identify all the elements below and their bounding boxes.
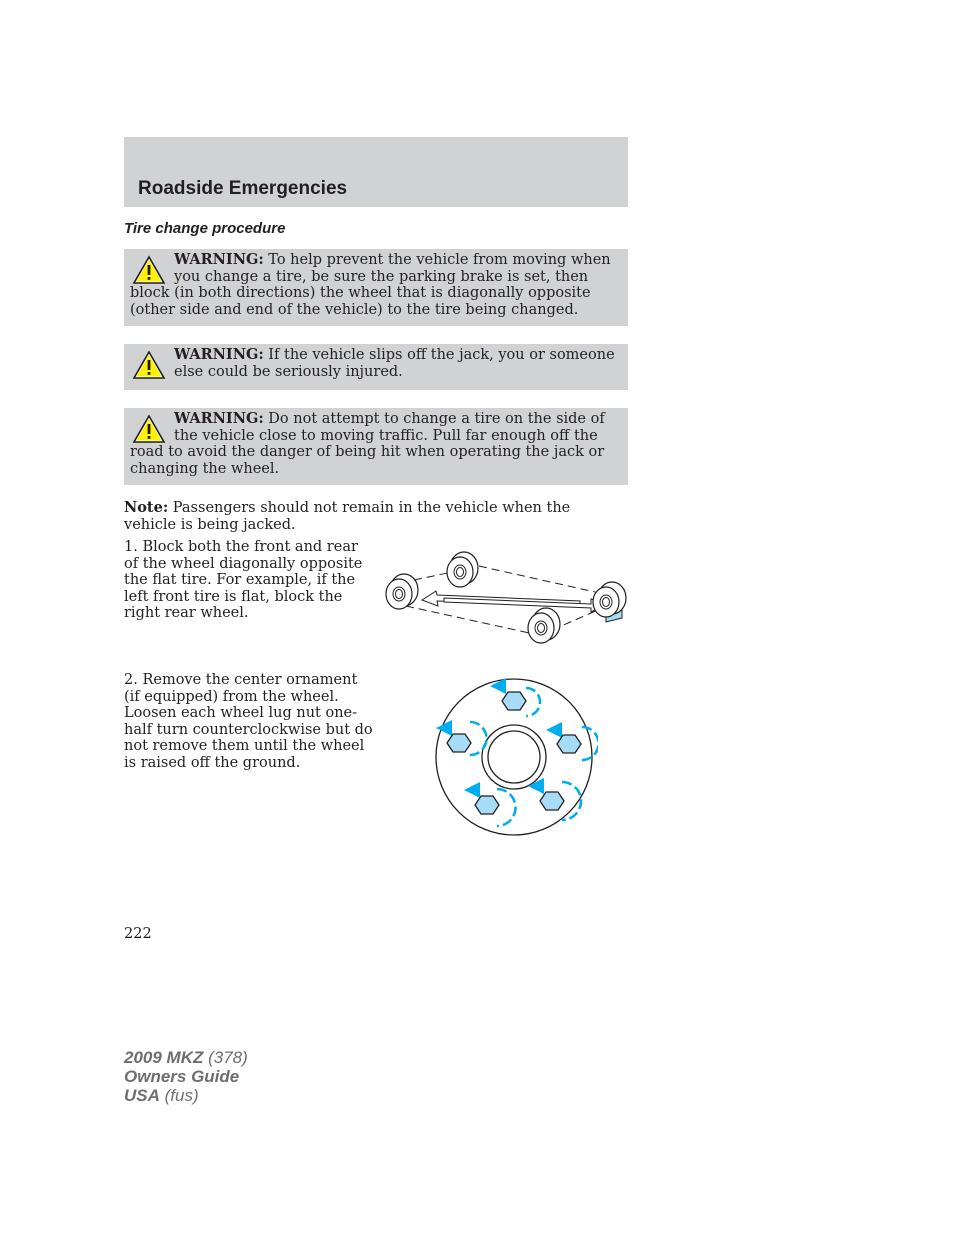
warning-label: WARNING: xyxy=(174,410,264,427)
lug-nut-icon xyxy=(540,792,564,810)
note-paragraph xyxy=(124,500,624,533)
tire-rear-left xyxy=(386,574,418,609)
note-text: Passengers should not remain in the vehicle when the vehicle is being jacked. xyxy=(124,500,571,533)
wheel-block-diagram xyxy=(384,548,632,648)
warning-text: To help prevent the vehicle from moving when you change a tire, be sure the parking brake is set, then block (in both directions) the wheel that is diagonally opposite (other side and end of the vehicle) to the tire being changed. xyxy=(130,252,611,318)
subsection-title: Tire change procedure xyxy=(124,220,286,237)
tire-rear-right xyxy=(528,608,560,643)
page-number: 222 xyxy=(124,926,152,942)
warning-box-jack-slip xyxy=(124,344,628,390)
lug-nut-icon xyxy=(502,692,526,710)
footer-line-region: USA (fus) xyxy=(124,1086,199,1105)
warning-label: WARNING: xyxy=(174,346,264,363)
warning-triangle-icon xyxy=(132,350,166,380)
warning-box-traffic xyxy=(124,408,628,485)
section-title: Roadside Emergencies xyxy=(138,178,348,199)
footer-line-guide: Owners Guide xyxy=(124,1067,240,1086)
lug-nut-diagram xyxy=(430,672,598,840)
tire-front-left xyxy=(447,552,478,587)
warning-triangle-icon xyxy=(132,414,166,444)
footer xyxy=(124,1048,248,1105)
lug-nut-icon xyxy=(447,734,471,752)
warning-label: WARNING: xyxy=(174,251,264,268)
warning-text: Do not attempt to change a tire on the side of the vehicle close to moving traffic. Pull far enough off the road to avoid the danger of being hit when operating the jack or changing the wheel. xyxy=(130,411,605,477)
warning-box-parking-brake xyxy=(124,249,628,326)
note-label: Note: xyxy=(124,499,169,516)
lug-nut-icon xyxy=(475,796,499,814)
step-2-text: 2. Remove the center ornament (if equipped) from the wheel. Loosen each wheel lug nut one-half turn counterclockwise but do not remove them until the wheel is raised off the ground. xyxy=(124,672,373,771)
step-1-text: 1. Block both the front and rear of the wheel diagonally opposite the flat tire. For example, if the left front tire is flat, block the right rear wheel. xyxy=(124,539,363,621)
warning-text: If the vehicle slips off the jack, you or someone else could be seriously injured. xyxy=(174,347,615,380)
wheel-hub-inner xyxy=(488,731,540,783)
warning-triangle-icon xyxy=(132,255,166,285)
footer-line-model: 2009 MKZ (378) xyxy=(124,1048,248,1067)
lug-nut-icon xyxy=(557,735,581,753)
